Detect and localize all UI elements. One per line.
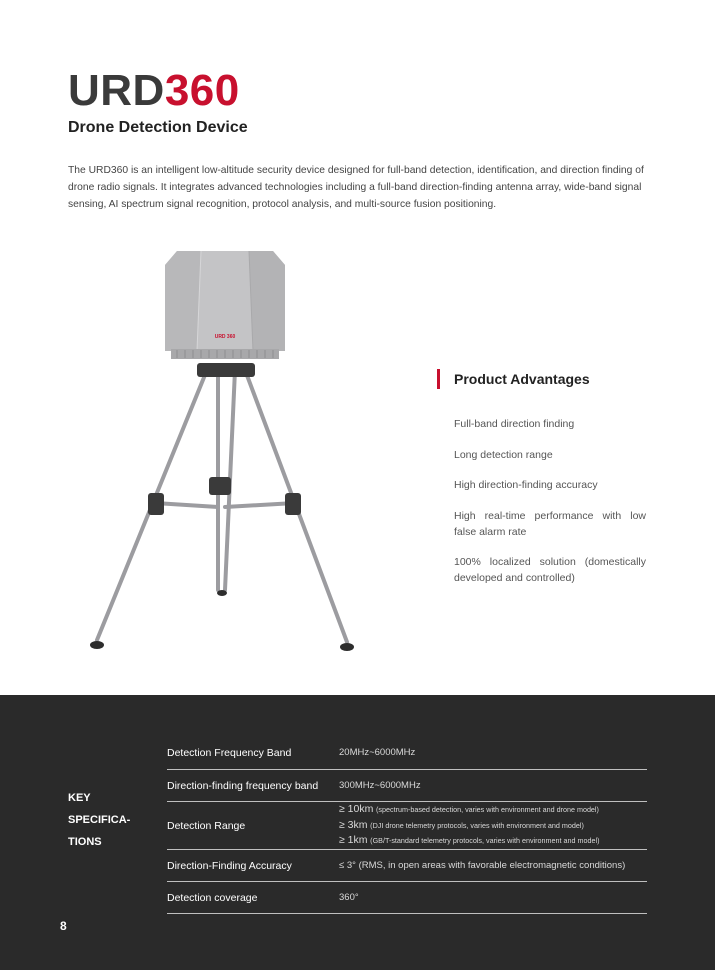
title-part-2: 360	[164, 66, 240, 115]
spec-name: Detection Range	[167, 819, 246, 832]
spec-name: Direction-finding frequency band	[167, 779, 319, 792]
center-clamp	[209, 477, 231, 495]
product-description: The URD360 is an intelligent low-altitude security device designed for full-band detection, identification, and direction finding of drone radio signals. It integrates advanced technologies including a full-band direction-finding antenna array, wide-band signal sensing, AI spectrum signal recognition, protocol analysis, and multi-source fusion positioning.	[68, 165, 644, 210]
advantages-accent-bar	[437, 369, 440, 389]
advantage-item: High real-time performance with low false alarm rate	[454, 509, 646, 538]
range-note: (DJI drone telemetry protocols, varies with environment and model)	[370, 820, 584, 830]
spec-value: ≤ 3° (RMS, in open areas with favorable electromagnetic conditions)	[339, 859, 626, 871]
foot-left	[90, 641, 104, 649]
advantages-list	[454, 416, 646, 601]
specs-heading-line: TIONS	[68, 836, 102, 848]
range-note: (spectrum-based detection, varies with environment and drone model)	[376, 805, 599, 815]
device-image	[85, 245, 365, 660]
leg-joint-left	[148, 493, 164, 515]
foot-center	[217, 590, 227, 596]
spec-name: Detection Frequency Band	[167, 747, 292, 759]
spec-value: 300MHz~6000MHz	[339, 779, 421, 791]
spec-row	[167, 770, 647, 802]
spec-value: 20MHz~6000MHz	[339, 747, 416, 758]
specs-heading	[68, 787, 148, 853]
advantage-item: High direction-finding accuracy	[454, 479, 598, 491]
spec-row	[167, 737, 647, 770]
device-label: URD 360	[214, 334, 236, 340]
spec-name: Detection coverage	[167, 891, 258, 904]
advantages-title: Product Advantages	[454, 371, 590, 387]
spec-value: 360°	[339, 891, 359, 903]
spec-row	[167, 882, 647, 914]
tripod-head	[197, 363, 255, 377]
range-main: ≥ 10km	[339, 803, 374, 816]
product-subtitle: Drone Detection Device	[68, 119, 248, 136]
advantage-item: Long detection range	[454, 448, 553, 461]
advantage-item: Full-band direction finding	[454, 418, 575, 430]
foot-right	[340, 643, 354, 651]
leg-joint-right	[285, 493, 301, 515]
specs-table	[167, 737, 647, 914]
range-main: ≥ 1km	[339, 834, 368, 847]
tripod-legs	[97, 370, 347, 642]
title-part-1: URD	[68, 66, 165, 115]
specs-heading-line: KEY	[68, 792, 91, 804]
page-number: 8	[60, 919, 67, 933]
spec-name: Direction-Finding Accuracy	[167, 859, 292, 872]
antenna-housing	[165, 251, 285, 359]
spec-row	[167, 802, 647, 850]
range-note: (GB/T-standard telemetry protocols, varies with environment and model)	[370, 836, 600, 846]
advantage-item: 100% localized solution (domestically developed and controlled)	[454, 556, 646, 584]
specs-heading-line: SPECIFICA-	[68, 814, 131, 826]
range-main: ≥ 3km	[339, 818, 368, 831]
product-title	[68, 66, 240, 116]
spec-value	[339, 802, 647, 849]
spec-row	[167, 850, 647, 882]
